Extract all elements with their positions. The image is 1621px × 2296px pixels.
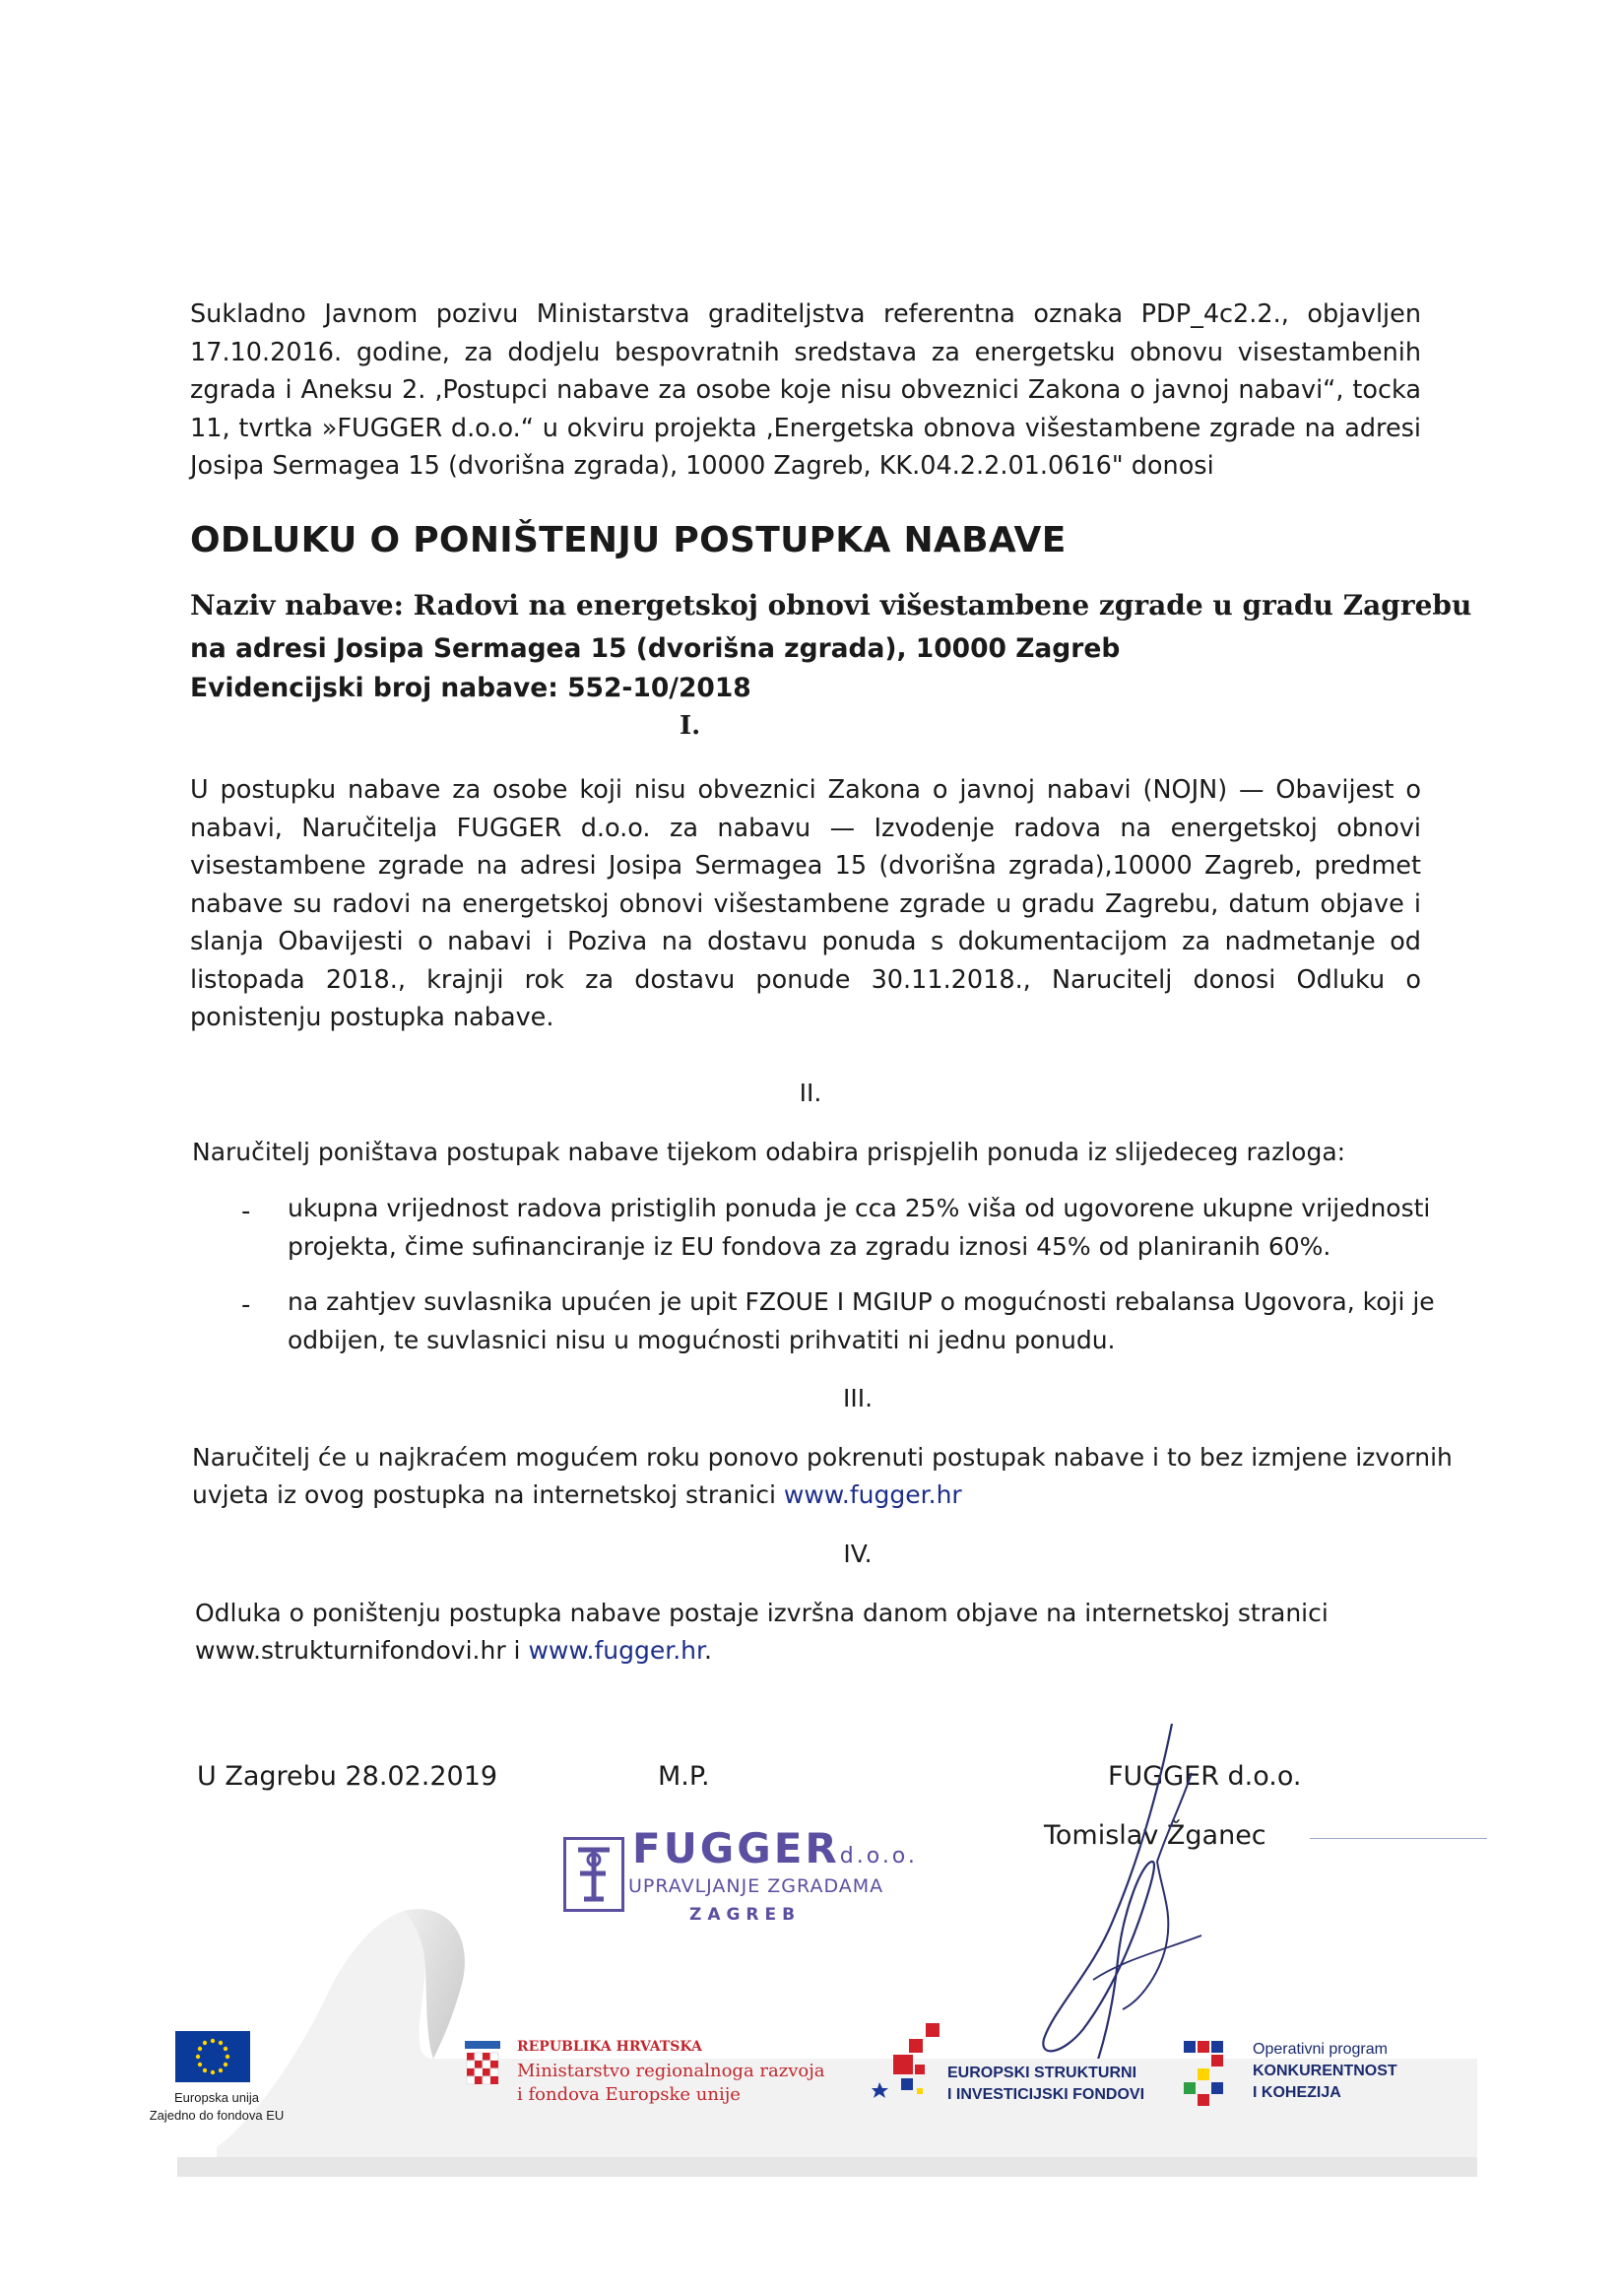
- section-iv-end: .: [703, 1636, 712, 1665]
- op-logo-icon: [1182, 2039, 1241, 2108]
- procurement-name: Naziv nabave: Radovi na energetskoj obnovi višestambene zgrade u gradu Zagrebu: [190, 589, 1472, 622]
- section-i-line: visestambene zgrade na adresi Josipa Sermagea 15 (dvorišna zgrada),10000 Zagreb, predmet: [190, 851, 1421, 881]
- bullet-line: ukupna vrijednost radova pristiglih ponuda je cca 25% viša od ugovorene ukupne vrijednosti: [288, 1194, 1431, 1222]
- bullet-item: [288, 1190, 1431, 1266]
- eu-flag-icon: [175, 2031, 250, 2082]
- croatia-line-1: REPUBLIKA HRVATSKA: [517, 2039, 702, 2055]
- section-iv-line: [195, 1636, 712, 1665]
- intro-paragraph: [190, 295, 1421, 486]
- section-iii-text: uvjeta iz ovog postupka na internetskoj stranici: [192, 1480, 784, 1509]
- stamp-line3: ZAGREB: [689, 1905, 802, 1925]
- section-i-line: ponistenju postupka nabave.: [190, 1003, 554, 1032]
- section-i-line: U postupku nabave za osobe koji nisu obveznici Zakona o javnoj nabavi (NOJN) — Obavijest o: [190, 775, 1421, 805]
- intro-line: Sukladno Javnom pozivu Ministarstva graditeljstva referentna oznaka PDP_4c2.2., objavljen: [190, 299, 1421, 329]
- op-line-1: Operativni program: [1253, 2041, 1388, 2058]
- procurement-address: na adresi Josipa Sermagea 15 (dvorišna zgrada), 10000 Zagreb: [190, 633, 1121, 664]
- section-iii-line: Naručitelj će u najkraćem mogućem roku ponovo pokrenuti postupak nabave i to bez izmjene izvornih: [192, 1443, 1453, 1472]
- fugger-link[interactable]: www.fugger.hr: [783, 1480, 962, 1509]
- bullet-item: [288, 1283, 1435, 1359]
- section-iii-line: [192, 1480, 962, 1509]
- section-ii-intro: Naručitelj poništava postupak nabave tijekom odabira prispjelih ponuda iz slijedeceg razloga:: [192, 1138, 1346, 1166]
- document-title: ODLUKU O PONIŠTENJU POSTUPKA NABAVE: [190, 520, 1067, 560]
- eu-caption-2: Zajedno do fondova EU: [149, 2108, 285, 2123]
- section-i-paragraph: [190, 771, 1421, 1037]
- signatory-company: FUGGER d.o.o.: [1108, 1761, 1302, 1792]
- op-line-2: KONKURENTNOST: [1253, 2063, 1397, 2079]
- intro-line: zgrada i Aneksu 2. ‚Postupci nabave za osobe koje nisu obveznici Zakona o javnoj nabavi“, tocka: [190, 375, 1421, 405]
- stamp-line2: UPRAVLJANJE ZGRADAMA: [628, 1875, 884, 1897]
- section-heading-iv: IV.: [843, 1540, 873, 1568]
- section-iv-text: www.strukturnifondovi.hr i: [195, 1636, 529, 1665]
- croatia-coat-of-arms-icon: [463, 2041, 502, 2102]
- croatia-line-2: Ministarstvo regionalnoga razvoja: [517, 2061, 825, 2081]
- signatory-name: Tomislav Žganec: [1044, 1820, 1266, 1851]
- procurement-number: Evidencijski broj nabave: 552-10/2018: [190, 673, 751, 703]
- curled-paper-graphic: [177, 1862, 1487, 2197]
- stamp-company-name: FUGGERd.o.o.: [632, 1824, 918, 1872]
- intro-line: 17.10.2016. godine, za dodjelu bespovratnih sredstava za energetsku obnovu visestambenih: [190, 337, 1421, 367]
- bullet-line: odbijen, te suvlasnici nisu u mogućnosti prihvatiti ni jednu ponudu.: [288, 1325, 1116, 1354]
- section-i-line: listopada 2018., krajnji rok za dostavu ponude 30.11.2018., Narucitelj donosi Odluku o: [190, 964, 1421, 995]
- op-line-3: I KOHEZIJA: [1253, 2084, 1341, 2101]
- section-heading-i: I.: [680, 711, 701, 741]
- fugger-link[interactable]: www.fugger.hr: [528, 1636, 704, 1665]
- bullet-line: projekta, čime sufinanciranje iz EU fondova za zgradu iznosi 45% od planiranih 60%.: [288, 1231, 1331, 1261]
- intro-line: 11, tvrtka »FUGGER d.o.o.“ u okviru projekta ‚Energetska obnova višestambene zgrade na adresi: [190, 413, 1421, 443]
- bullet-line: na zahtjev suvlasnika upućen je upit FZOUE I MGIUP o mogućnosti rebalansa Ugovora, koji je: [288, 1287, 1435, 1316]
- croatia-line-3: i fondova Europske unije: [517, 2084, 741, 2105]
- esif-line-2: I INVESTICIJSKI FONDOVI: [947, 2086, 1145, 2103]
- esif-line-1: EUROPSKI STRUKTURNI: [947, 2065, 1137, 2081]
- mp-label: M.P.: [658, 1761, 710, 1792]
- section-i-line: nabavi, Naručitelja FUGGER d.o.o. za nabavu — Izvodenje radova na energetskoj obnovi: [190, 813, 1421, 843]
- eu-caption-1: Europska unija: [174, 2090, 259, 2105]
- place-date: U Zagrebu 28.02.2019: [197, 1761, 498, 1792]
- section-i-line: slanja Obavijesti o nabavi i Poziva na dostavu ponuda s dokumentacijom za nadmetanje od: [190, 927, 1421, 956]
- section-heading-ii: II.: [799, 1079, 822, 1107]
- section-heading-iii: III.: [842, 1384, 874, 1412]
- intro-line: Josipa Sermagea 15 (dvorišna zgrada), 10000 Zagreb, KK.04.2.2.01.0616" donosi: [190, 451, 1214, 481]
- section-i-line: nabave su radovi na energetskoj obnovi višestambene zgrade u gradu Zagrebu, datum objave i: [190, 888, 1421, 919]
- bullet-marker: -: [241, 1197, 251, 1226]
- bullet-marker: -: [241, 1290, 251, 1320]
- section-iv-line: Odluka o poništenju postupka nabave postaje izvršna danom objave na internetskoj stranici: [195, 1599, 1329, 1627]
- signature-line: [1310, 1838, 1487, 1839]
